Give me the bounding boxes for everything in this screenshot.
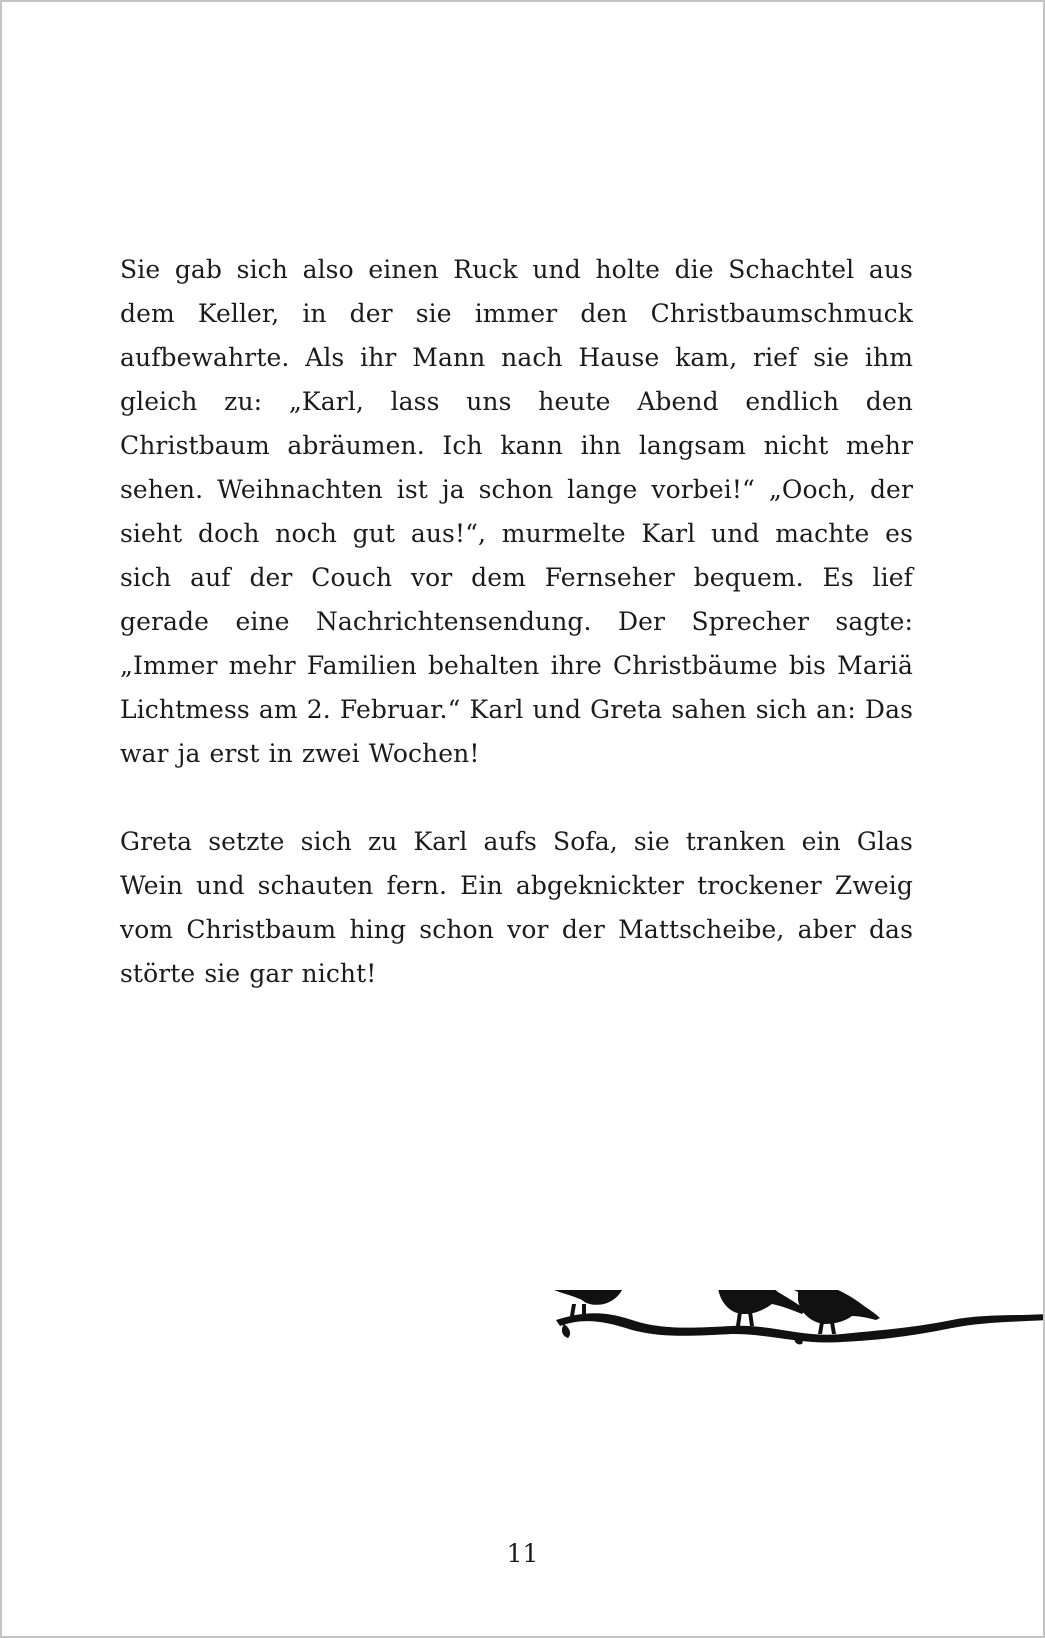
bird-left <box>554 1290 632 1316</box>
body-text <box>120 248 913 996</box>
page-number: 11 <box>506 1539 539 1568</box>
bird-right <box>790 1290 880 1334</box>
bird-middle <box>710 1290 806 1326</box>
branch-leaf <box>562 1324 570 1338</box>
paragraph-2: Greta setzte sich zu Karl aufs Sofa, sie tranken ein Glas Wein und schauten fern. Ein abgeknickter trockener Zweig vom Christbaum hing schon vor der Mattscheibe, aber das störte sie gar nicht! <box>120 827 913 988</box>
paragraph-1: Sie gab sich also einen Ruck und holte die Schachtel aus dem Keller, in der sie immer den Christbaumschmuck aufbewahrte. Als ihr Mann nach Hause kam, rief sie ihm gleich zu: „Karl, lass uns heute Abend endlich den Christbaum abräumen. Ich kann ihn langsam nicht mehr sehen. Weihnachten ist ja schon lange vorbei!“ „Ooch, der sieht doch noch gut aus!“, murmelte Karl und machte es sich auf der Couch vor dem Fernseher bequem. Es lief gerade eine Nachrichtensendung. Der Sprecher sagte: „Immer mehr Familien behalten ihre Christbäume bis Mariä Lichtmess am 2. Februar.“ Karl und Greta sahen sich an: Das war ja erst in zwei Wochen! <box>120 255 913 768</box>
birds-on-branch-icon <box>542 1290 1045 1410</box>
